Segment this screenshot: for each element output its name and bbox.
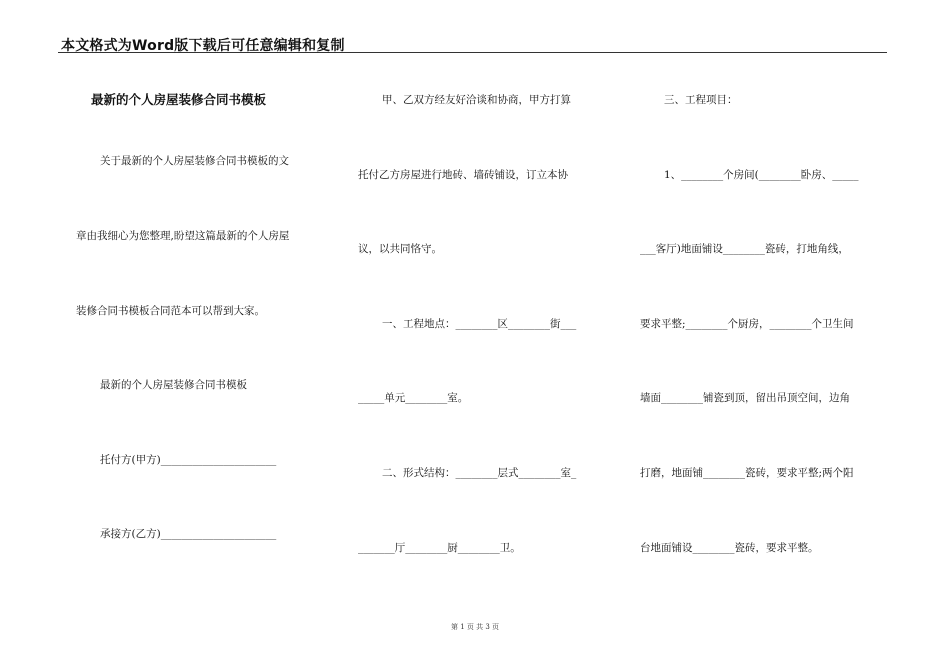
paragraph-line: 打磨，地面铺________瓷砖，要求平整;两个阳 <box>640 467 854 479</box>
document-title: 最新的个人房屋装修合同书模板 <box>91 92 267 107</box>
paragraph-line: 关于最新的个人房屋装修合同书模板的文 <box>100 155 289 167</box>
paragraph-line: 最新的个人房屋装修合同书模板 <box>100 379 247 391</box>
paragraph-line: 托付方(甲方)______________________ <box>100 454 277 466</box>
document-header: 本文格式为Word版下载后可任意编辑和复制 <box>61 38 345 54</box>
paragraph-line: 1、________个房间(________卧房、_____ <box>664 169 859 181</box>
paragraph-line: 台地面铺设________瓷砖，要求平整。 <box>640 542 819 554</box>
paragraph-line: 承接方(乙方)______________________ <box>100 528 277 540</box>
paragraph-line: 墙面________铺瓷到顶，留出吊顶空间，边角 <box>640 392 850 404</box>
paragraph-line: _____单元________室。 <box>358 392 469 404</box>
paragraph-line: 二、形式结构：________层式________室_ <box>382 467 577 479</box>
paragraph-line: 装修合同书模板合同范本可以帮到大家。 <box>76 305 265 317</box>
paragraph-line: 一、工程地点：________区________街___ <box>382 318 577 330</box>
paragraph-line: ___客厅)地面铺设________瓷砖，打地角线， <box>640 243 849 255</box>
paragraph-line: 托付乙方房屋进行地砖、墙砖铺设，订立本协 <box>358 169 568 181</box>
paragraph-line: _______厅________厨________卫。 <box>358 542 521 554</box>
paragraph-line: 议，以共同恪守。 <box>358 243 442 255</box>
header-divider <box>58 52 887 53</box>
paragraph-line: 要求平整;________个厨房，________个卫生间 <box>640 318 854 330</box>
paragraph-line: 甲、乙双方经友好洽谈和协商，甲方打算 <box>382 94 571 106</box>
paragraph-line: 三、工程项目： <box>664 94 738 106</box>
page-footer: 第 1 页 共 3 页 <box>450 623 500 631</box>
paragraph-line: 章由我细心为您整理,盼望这篇最新的个人房屋 <box>76 230 290 242</box>
